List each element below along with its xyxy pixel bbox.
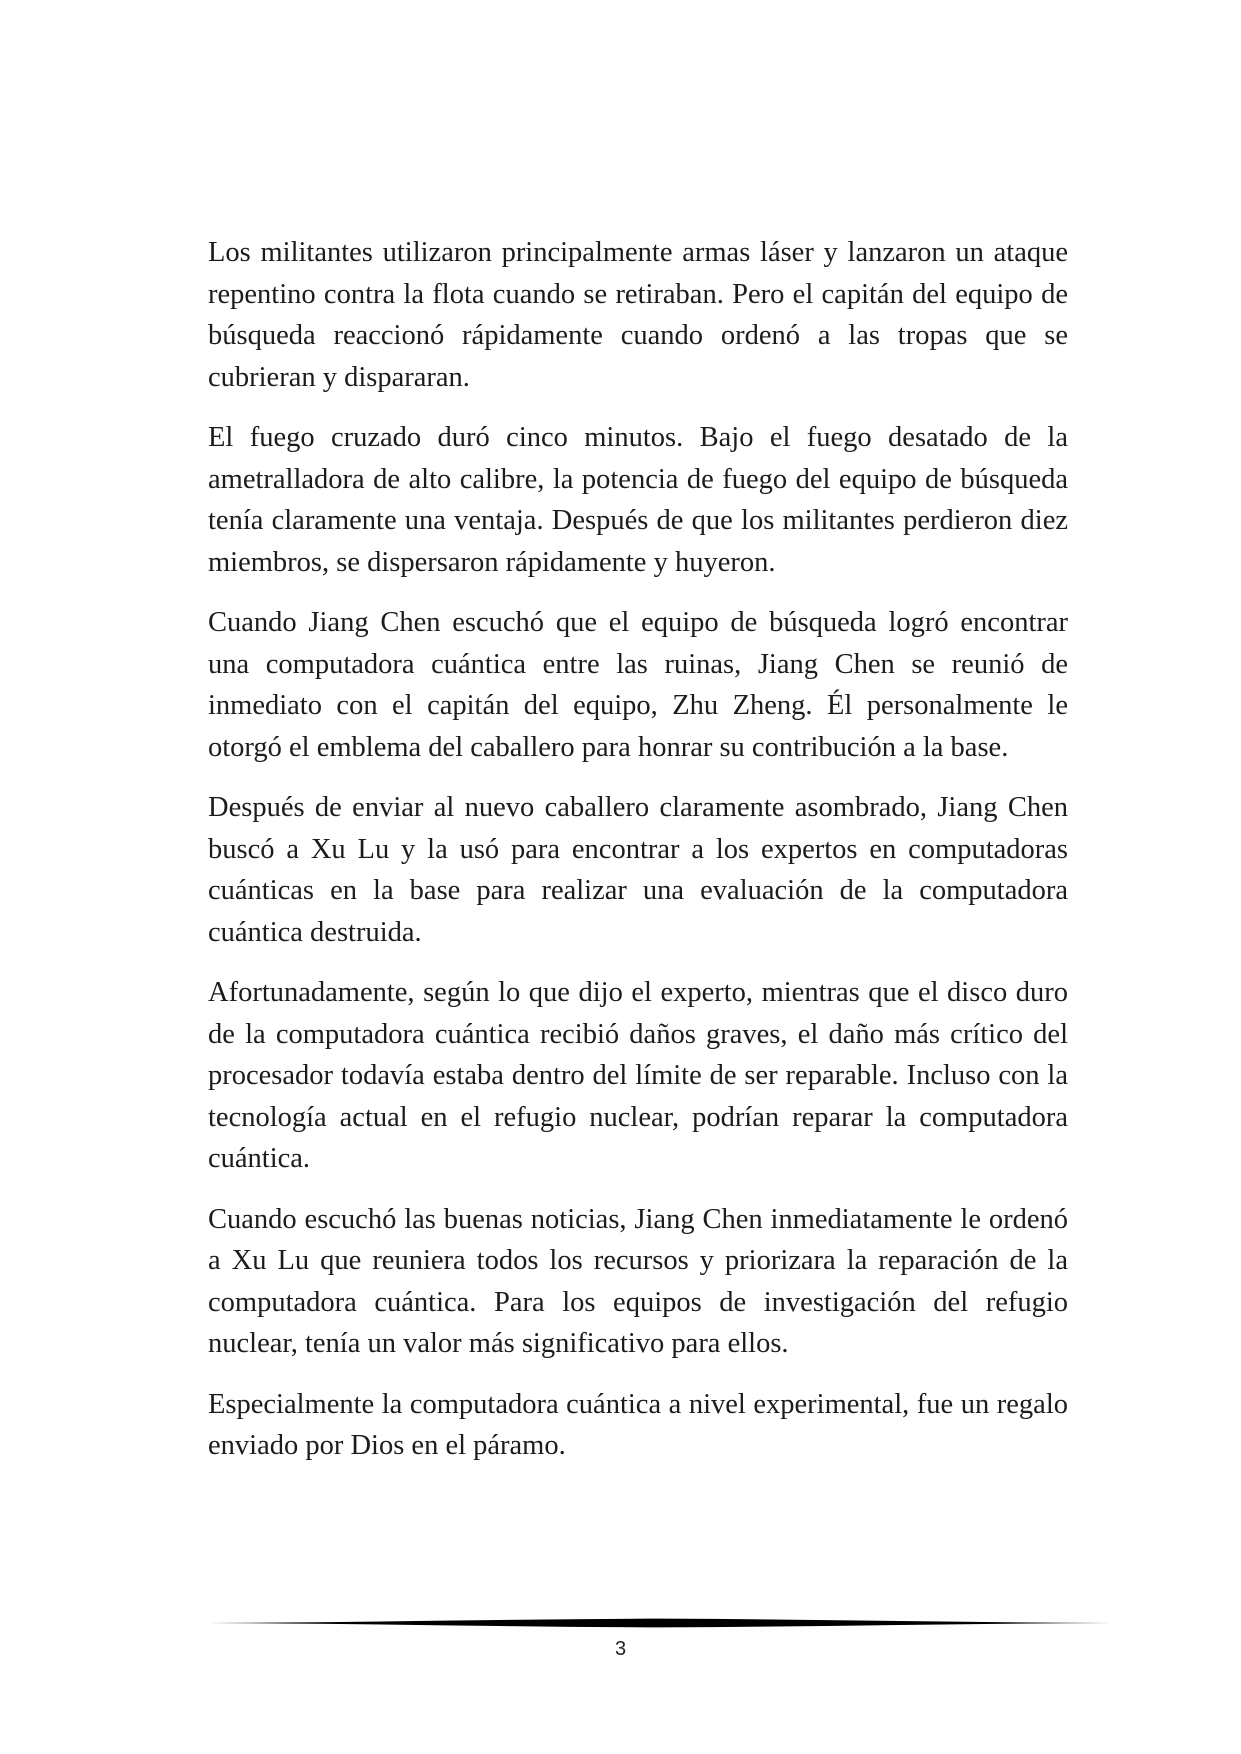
paragraph-2: El fuego cruzado duró cinco minutos. Bajo el fuego desatado de la ametralladora de alto calibre, la potencia de fuego del equipo de búsqueda tenía claramente una ventaja. Después de que los militantes perdieron diez miembros, se dispersaron rápidamente y huyeron. <box>208 422 1068 578</box>
paragraph-6: Cuando escuchó las buenas noticias, Jiang Chen inmediatamente le ordenó a Xu Lu que reuniera todos los recursos y priorizara la reparación de la computadora cuántica. Para los equipos de investigación del refugio nuclear, tenía un valor más significativo para ellos. <box>208 1203 1068 1359</box>
paragraph-1: Los militantes utilizaron principalmente armas láser y lanzaron un ataque repentino contra la flota cuando se retiraban. Pero el capitán del equipo de búsqueda reaccionó rápidamente cuando ordenó a las tropas que se cubrieran y dispararan. <box>208 237 1068 393</box>
footer-rule <box>208 1616 1112 1630</box>
footer-rule-swell <box>208 1619 1112 1628</box>
paragraph-4: Después de enviar al nuevo caballero claramente asombrado, Jiang Chen buscó a Xu Lu y la usó para encontrar a los expertos en computadoras cuánticas en la base para realizar una evaluación de la computadora cuántica destruida. <box>208 792 1068 948</box>
page-number: 3 <box>614 1638 627 1660</box>
paragraph-7: Especialmente la computadora cuántica a nivel experimental, fue un regalo enviado por Dios en el páramo. <box>208 1388 1068 1461</box>
body-text <box>208 232 1068 1486</box>
paragraph-5: Afortunadamente, según lo que dijo el experto, mientras que el disco duro de la computadora cuántica recibió daños graves, el daño más crítico del procesador todavía estaba dentro del límite de ser reparable. Incluso con la tecnología actual en el refugio nuclear, podrían reparar la computadora cuántica. <box>208 977 1068 1174</box>
paragraph-3: Cuando Jiang Chen escuchó que el equipo de búsqueda logró encontrar una computadora cuántica entre las ruinas, Jiang Chen se reunió de inmediato con el capitán del equipo, Zhu Zheng. Él personalmente le otorgó el emblema del caballero para honrar su contribución a la base. <box>208 607 1068 763</box>
